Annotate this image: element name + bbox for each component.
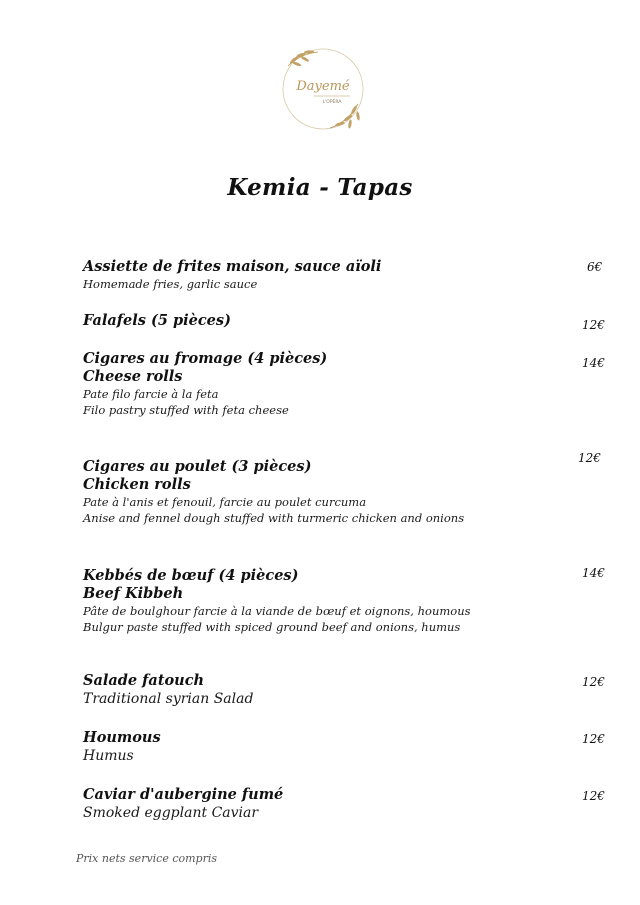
item-name-english: Beef Kibbeh xyxy=(83,585,184,602)
item-description: Smoked eggplant Caviar xyxy=(83,805,259,821)
menu-section-title: Kemia - Tapas xyxy=(227,174,413,201)
item-price: 14€ xyxy=(582,566,605,580)
item-name: Cigares au poulet (3 pièces) xyxy=(83,458,312,475)
logo-subtitle: L'OPÉRA xyxy=(322,100,342,105)
item-description: Humus xyxy=(83,748,134,764)
item-description: Homemade fries, garlic sauce xyxy=(83,277,258,291)
logo-name: Dayemé xyxy=(296,79,350,94)
menu-item xyxy=(83,350,523,418)
item-name: Cigares au fromage (4 pièces) xyxy=(83,350,328,367)
item-name: Falafels (5 pièces) xyxy=(83,312,231,329)
item-price: 12€ xyxy=(582,675,605,689)
item-price: 12€ xyxy=(578,451,601,465)
item-price: 14€ xyxy=(582,356,605,370)
item-description: Pate à l'anis et fenouil, farcie au poulet curcuma xyxy=(83,495,367,509)
item-description: Filo pastry stuffed with feta cheese xyxy=(83,403,289,417)
item-name: Assiette de frites maison, sauce aïoli xyxy=(83,258,382,275)
menu-item xyxy=(83,729,523,766)
menu-item xyxy=(83,672,523,709)
menu-item xyxy=(83,567,523,635)
menu-item xyxy=(83,786,523,823)
item-name-english: Cheese rolls xyxy=(83,368,183,385)
menu-item xyxy=(83,312,523,330)
item-price: 12€ xyxy=(582,732,605,746)
item-description: Traditional syrian Salad xyxy=(83,691,254,707)
item-price: 12€ xyxy=(582,318,605,332)
item-description: Bulgur paste stuffed with spiced ground beef and onions, humus xyxy=(83,620,461,634)
item-description: Pate filo farcie à la feta xyxy=(83,387,219,401)
item-price: 12€ xyxy=(582,789,605,803)
footer-note: Prix nets service compris xyxy=(76,852,218,865)
menu-item xyxy=(83,258,523,292)
item-name-english: Chicken rolls xyxy=(83,476,191,493)
item-name: Kebbés de bœuf (4 pièces) xyxy=(83,567,299,584)
item-description: Anise and fennel dough stuffed with turmeric chicken and onions xyxy=(83,511,465,525)
item-name: Caviar d'aubergine fumé xyxy=(83,786,284,803)
item-name: Houmous xyxy=(83,729,161,746)
item-price: 6€ xyxy=(587,260,603,274)
item-description: Pâte de boulghour farcie à la viande de bœuf et oignons, houmous xyxy=(83,604,471,618)
olive-branch-icon xyxy=(330,104,360,129)
olive-branch-icon xyxy=(288,50,318,67)
restaurant-logo xyxy=(278,44,368,134)
menu-item xyxy=(83,458,523,526)
item-name: Salade fatouch xyxy=(83,672,205,689)
